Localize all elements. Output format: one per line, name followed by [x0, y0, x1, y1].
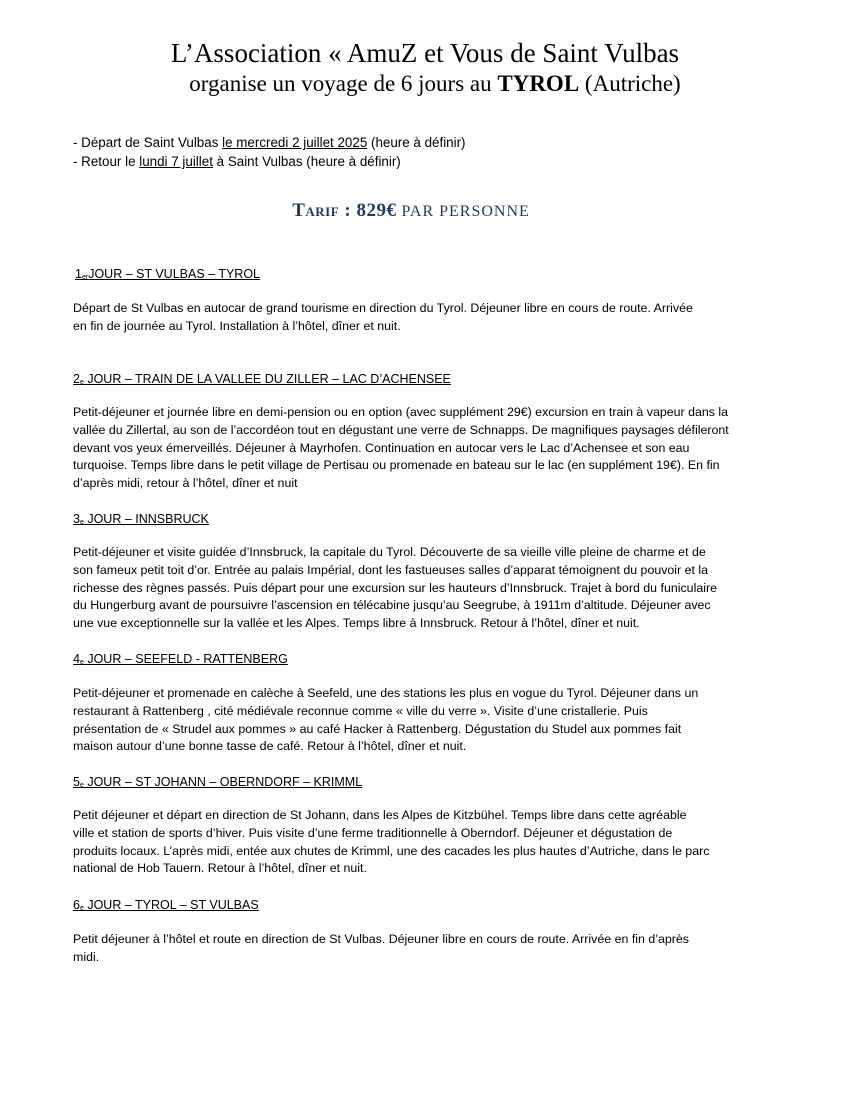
- day-heading: [75, 266, 260, 286]
- text-line: ville et station de sports d’hiver. Puis visite d’une ferme traditionnelle à Oberndorf. Déjeuner et dégustation de: [73, 825, 673, 840]
- text-line: national de Hob Tauern. Retour à l’hôtel, dîner et nuit.: [73, 861, 367, 876]
- day-description: [73, 685, 778, 756]
- document-title: L’Association « AmuZ et Vous de Saint Vulbas: [170, 38, 680, 68]
- day-number-suffix: e: [79, 782, 84, 789]
- text-line: maison autour d’une bonne tasse de café. Retour à l’hôtel, dîner et nuit.: [73, 739, 467, 754]
- day-heading: [73, 371, 451, 391]
- day-title: JOUR – TYROL – ST VULBAS: [83, 898, 259, 912]
- day-description: [73, 300, 778, 336]
- text-line: turquoise. Temps libre dans le petit village de Pertisau ou promenade en bateau sur le lac (en supplément 19€). En fin: [73, 458, 720, 473]
- subtitle-suffix: (Autriche): [579, 71, 681, 96]
- day-heading: [73, 774, 362, 794]
- text-line: produits locaux. L’après midi, entée aux chutes de Krimml, une des cacades les plus hautes d’Autriche, dans le parc: [73, 843, 710, 858]
- day-number: 4: [73, 652, 80, 666]
- departure-suffix: (heure à définir): [367, 135, 466, 150]
- subtitle-destination: TYROL: [497, 71, 580, 96]
- text-line: Petit-déjeuner et promenade en calèche à Seefeld, une des stations les plus en vogue du Tyrol. Déjeuner dans un: [73, 686, 699, 700]
- day-number-suffix: er: [81, 274, 89, 281]
- text-line: d’après midi, retour à l’hôtel, dîner et nuit: [73, 476, 298, 491]
- day-number: 3: [73, 512, 80, 526]
- text-line: en fin de journée au Tyrol. Installation à l’hôtel, dîner et nuit.: [73, 318, 401, 333]
- day-title: JOUR – SEEFELD - RATTENBERG: [83, 652, 288, 666]
- day-heading: [73, 511, 209, 531]
- text-line: du Hungerburg avant de poursuivre l’ascension en télécabine jusqu’au Seegrube, à 1911m d’altitude. Déjeuner avec: [73, 598, 711, 613]
- return-line: [73, 153, 401, 171]
- day-title: JOUR – INNSBRUCK: [83, 512, 209, 526]
- price-label: Tarif: [292, 200, 340, 221]
- text-line: devant vos yeux émerveillés. Déjeuner à Mayrhofen. Continuation en autocar vers le Lac d’Achensee et son eau: [73, 440, 690, 455]
- price-heading: [0, 200, 822, 222]
- text-line: midi.: [73, 949, 100, 964]
- departure-line: [73, 134, 466, 152]
- price-per-person: PAR PERSONNE: [396, 203, 530, 220]
- subtitle-prefix: organise un voyage de 6 jours au: [189, 71, 498, 96]
- departure-date: le mercredi 2 juillet 2025: [222, 135, 368, 150]
- day-number-suffix: e: [79, 519, 84, 526]
- day-title: JOUR – TRAIN DE LA VALLEE DU ZILLER – LAC D’ACHENSEE: [83, 372, 451, 386]
- day-number-suffix: e: [79, 379, 84, 386]
- day-number: 6: [73, 898, 80, 912]
- day-number: 2: [73, 372, 80, 386]
- day-description: [73, 931, 778, 967]
- return-prefix: - Retour le: [73, 154, 140, 169]
- day-number-suffix: e: [79, 905, 84, 912]
- price-colon: :: [339, 200, 357, 221]
- text-line: Petit-déjeuner et journée libre en demi-pension ou en option (avec supplément 29€) excursion en train à vapeur dans la: [73, 405, 729, 419]
- day-number-suffix: e: [79, 659, 84, 666]
- day-title: JOUR – ST VULBAS – TYROL: [88, 267, 261, 281]
- text-line: vallée du Zillertal, au son de l’accordéon tout en dégustant une verre de Schnapps. De magnifiques paysages défileront: [73, 422, 729, 437]
- day-description: [73, 544, 778, 633]
- text-line: Petit déjeuner et départ en direction de St Johann, dans les Alpes de Kitzbühel. Temps libre dans cette agréable: [73, 808, 687, 822]
- price-value: 829€: [356, 200, 397, 221]
- document-subtitle: [0, 71, 850, 97]
- day-description: [73, 404, 778, 493]
- day-description: [73, 807, 778, 878]
- day-number: 5: [73, 775, 80, 789]
- text-line: son fameux petit toit d’or. Entrée au palais Impérial, dont les fastueuses salles d’apparat témoignent du pouvoir et la: [73, 562, 709, 577]
- day-heading: [73, 651, 288, 671]
- text-line: une vue exceptionnelle sur la vallée et les Alpes. Temps libre à Innsbruck. Retour à l’hôtel, dîner et nuit.: [73, 616, 640, 631]
- day-number: 1: [75, 267, 82, 281]
- day-title: JOUR – ST JOHANN – OBERNDORF – KRIMML: [83, 775, 363, 789]
- return-date: lundi 7 juillet: [139, 154, 213, 169]
- text-line: richesse des règnes passés. Puis départ pour une excursion sur les hauteurs d’Innsbruck. Trajet à bord du funiculaire: [73, 580, 717, 595]
- text-line: Départ de St Vulbas en autocar de grand tourisme en direction du Tyrol. Déjeuner libre en cours de route. Arrivée: [73, 301, 693, 315]
- text-line: présentation de « Strudel aux pommes » au café Hacker à Rattenberg. Dégustation du Studel aux pommes fait: [73, 721, 682, 736]
- text-line: Petit déjeuner à l’hôtel et route en direction de St Vulbas. Déjeuner libre en cours de route. Arrivée en fin d’après: [73, 932, 689, 946]
- text-line: Petit-déjeuner et visite guidée d’Innsbruck, la capitale du Tyrol. Découverte de sa vieille ville pleine de charme et de: [73, 545, 706, 559]
- text-line: restaurant à Rattenberg , cité médiévale reconnue comme « ville du verre ». Visite d’une cristallerie. Puis: [73, 703, 648, 718]
- day-heading: [73, 897, 259, 917]
- return-suffix: à Saint Vulbas (heure à définir): [212, 154, 401, 169]
- departure-prefix: - Départ de Saint Vulbas: [73, 135, 223, 150]
